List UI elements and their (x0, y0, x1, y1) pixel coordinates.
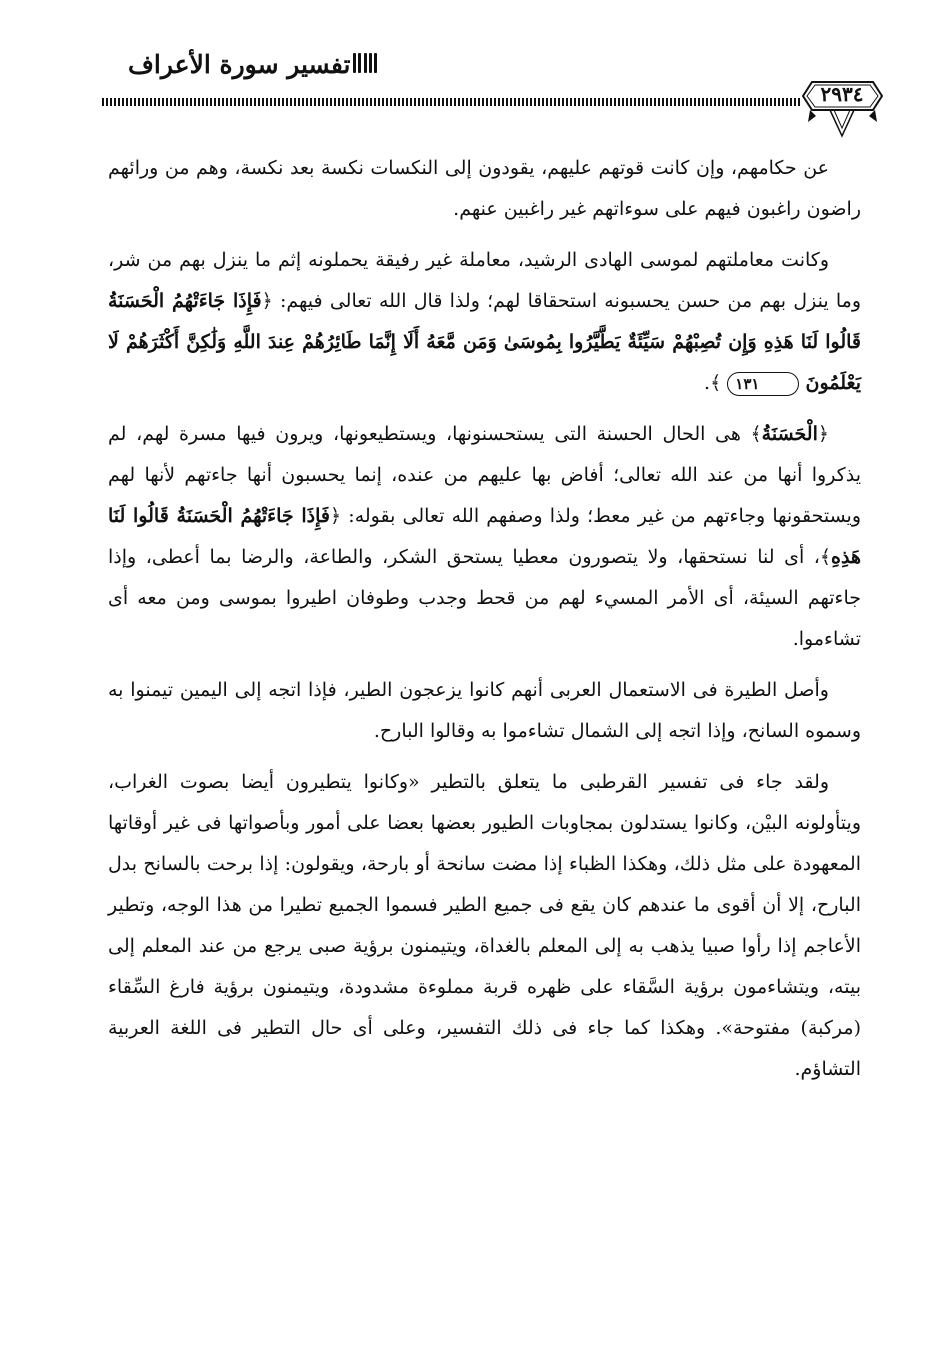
verse-number: ١٣١ (727, 372, 799, 396)
paragraph-1: عن حكامهم، وإن كانت قوتهم عليهم، يقودون إلى النكسات نكسة بعد نكسة، وهم من ورائهم راضون راغبون فيهم على سوءاتهم غير راغبين عنهم. (108, 157, 861, 220)
paragraph-text: ﴾، أى لنا نستحقها، ولا يتصورون معطيا يستحق الشكر، والطاعة، والرضا بما أعطى، وإذا جاءتهم السيئة، أى الأمر المسيء لهم من قحط وجدب وطوفان اطيروا بموسى ومن معه أى تشاءموا. (108, 546, 861, 650)
header-ornament-icon (353, 53, 377, 73)
header-rule (102, 98, 800, 106)
quran-word: الْحَسَنَةُ (761, 423, 818, 445)
page-number: ٢٩٣٤ (820, 82, 864, 106)
running-title: تفسير سورة الأعراف (128, 50, 351, 79)
paragraph-text: وكانت معاملتهم لموسى الهادى الرشيد، معاملة غير رفيقة يحملونه إثم ما ينزل بهم من شر، وما ينزل بهم من حسن يحسبونه استحقاقا لهم؛ ولذا قال الله تعالى فيهم: ﴿ (108, 249, 861, 312)
paragraph-text: ﴾. (704, 372, 722, 394)
paragraph-text: ﴾ هى الحال الحسنة التى يستحسنونها، ويستطيعونها، ويرون فيها مسرة لهم، لم يذكروا أنها من عند الله تعالى؛ أفاض بها عليهم من عنده، إنما يحسبون أنها جاءتهم لأنها لهم ويستحقونها وجاءتهم من غير معط؛ ولذا وصفهم الله تعالى بقوله: ﴿ (108, 423, 862, 527)
paragraph-3 (108, 414, 861, 660)
paragraph-2 (108, 240, 861, 404)
quran-verse: فَإِذَا جَاءَتْهُمُ الْحَسَنَةُ قَالُوا لَنَا هَذِهِ وَإِن تُصِبْهُمْ سَيِّئَةٌ يَطَّيَّرُوا بِمُوسَىٰ وَمَن مَّعَهُ أَلَا إِنَّمَا طَائِرُهُمْ عِندَ اللَّهِ وَلَٰكِنَّ أَكْثَرَهُمْ لَا يَعْلَمُونَ (108, 290, 861, 394)
paragraph-5: ولقد جاء فى تفسير القرطبى ما يتعلق بالتطير «وكانوا يتطيرون أيضا بصوت الغراب، ويتأولونه البيْن، وكانوا يستدلون بمجاوبات الطيور بعضها بعضا على أمور وبأصواتها فى غير أوقاتها المعهودة على مثل ذلك، وهكذا الظباء إذا مضت سانحة أو بارحة، ويقولون: إذا برحت بالسانح بدل البارح، إلا أن أقوى ما عندهم كان يقع فى جميع الطير فسموا الجميع تطيرا من هذا الوجه، وتطير الأعاجم إذا رأوا صبيا يذهب به إلى المعلم بالغداة، ويتيمنون برؤية صبى يرجع من عند المعلم إلى بيته، ويتشاءمون برؤية السَّقاء على ظهره قربة مملوءة مشدودة، ويتيمنون برؤية فارغ السِّقاء (مركبة) مفتوحة». وهكذا كما جاء فى ذلك التفسير، وعلى أى حال التطير فى اللغة العربية التشاؤم. (108, 771, 861, 1080)
paragraph-4: وأصل الطيرة فى الاستعمال العربى أنهم كانوا يزعجون الطير، فإذا اتجه إلى اليمين تيمنوا به وسموه السانح، وإذا اتجه إلى الشمال تشاءموا به وقالوا البارح. (108, 679, 861, 742)
paragraph-text: ﴿ (817, 423, 829, 445)
quran-verse: فَإِذَا جَاءَتْهُمُ الْحَسَنَةُ قَالُوا لَنَا هَذِهِ (108, 505, 861, 568)
body-text (108, 148, 861, 1100)
